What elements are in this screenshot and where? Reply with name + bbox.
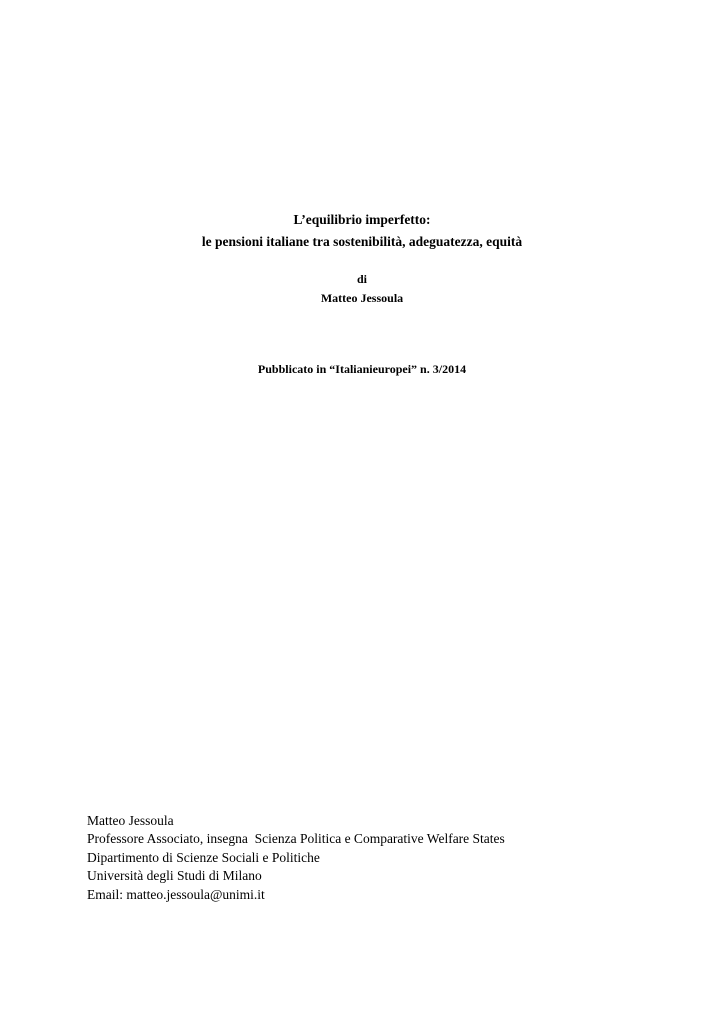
author-position: Professore Associato, insegna Scienza Politica e Comparative Welfare States (87, 831, 505, 847)
author-department: Dipartimento di Scienze Sociali e Politiche (87, 849, 320, 865)
document-title: L’equilibrio imperfetto: (293, 212, 431, 227)
author-name: Matteo Jessoula (87, 813, 174, 828)
document-subtitle: le pensioni italiane tra sostenibilità, adeguatezza, equità (201, 234, 523, 249)
author-info-block (87, 812, 505, 904)
publication-note: Pubblicato in “Italianieuropei” n. 3/2014 (257, 362, 467, 376)
byline-label: di (356, 272, 367, 286)
author-email: Email: matteo.jessoula@unimi.it (87, 886, 265, 902)
author-university: Università degli Studi di Milano (87, 868, 262, 884)
byline-author: Matteo Jessoula (320, 291, 404, 305)
